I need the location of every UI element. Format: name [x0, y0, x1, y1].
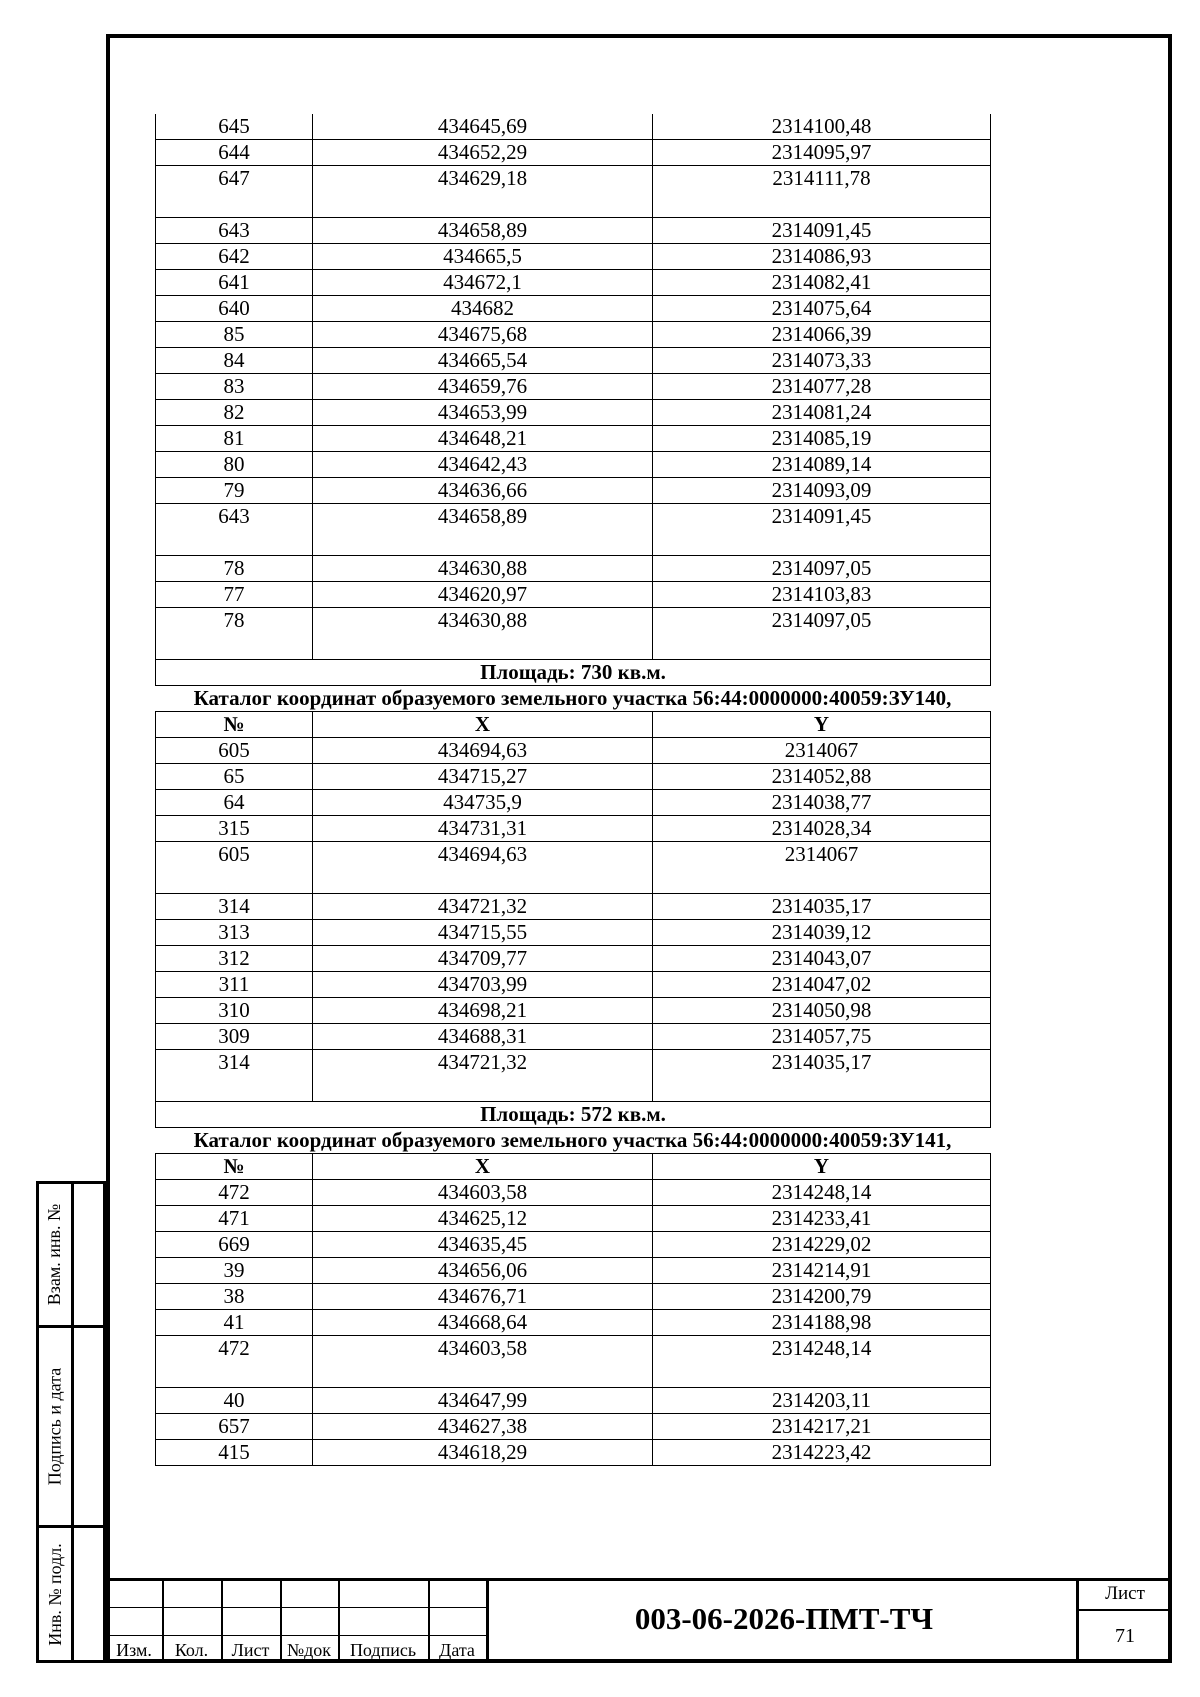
area-row — [156, 1102, 991, 1128]
table-row — [156, 244, 991, 270]
x-coord-cell: 434635,45 — [313, 1232, 653, 1258]
point-number-cell: 312 — [156, 946, 313, 972]
table-row — [156, 140, 991, 166]
point-number-cell: 641 — [156, 270, 313, 296]
col-label-doc-number: №док — [286, 1640, 332, 1660]
point-number-cell: 605 — [156, 738, 313, 764]
table-row — [156, 998, 991, 1024]
y-coord-cell: 2314028,34 — [653, 816, 991, 842]
coords-table-continued — [155, 114, 991, 686]
point-number-cell: 39 — [156, 1258, 313, 1284]
catalog-title-zu140: Каталог координат образуемого земельного участка 56:44:0000000:40059:ЗУ140, — [193, 686, 952, 710]
point-number-cell: 315 — [156, 816, 313, 842]
x-coord-cell: 434620,97 — [313, 582, 653, 608]
x-coord-cell: 434675,68 — [313, 322, 653, 348]
point-number-cell: 78 — [156, 608, 313, 660]
y-coord-cell: 2314229,02 — [653, 1232, 991, 1258]
table-row — [156, 322, 991, 348]
x-coord-cell: 434665,54 — [313, 348, 653, 374]
x-coord-cell: 434653,99 — [313, 400, 653, 426]
point-number-cell: 313 — [156, 920, 313, 946]
col-label-change: Изм. — [116, 1640, 152, 1660]
y-coord-cell: 2314214,91 — [653, 1258, 991, 1284]
y-coord-cell: 2314038,77 — [653, 790, 991, 816]
point-number-cell: 472 — [156, 1180, 313, 1206]
y-coord-cell: 2314095,97 — [653, 140, 991, 166]
x-coord-cell: 434665,5 — [313, 244, 653, 270]
point-number-cell: 471 — [156, 1206, 313, 1232]
sheet-label: Лист — [1105, 1583, 1145, 1604]
table-row — [156, 920, 991, 946]
col-label-sheet: Лист — [231, 1640, 270, 1660]
x-coord-cell: 434735,9 — [313, 790, 653, 816]
y-coord-cell: 2314097,05 — [653, 608, 991, 660]
x-coord-cell: 434694,63 — [313, 738, 653, 764]
point-number-cell: 79 — [156, 478, 313, 504]
table-row — [156, 374, 991, 400]
point-number-cell: 657 — [156, 1414, 313, 1440]
area-row — [156, 660, 991, 686]
y-coord-cell: 2314057,75 — [653, 1024, 991, 1050]
label-original-inv: Инв. № подл. — [44, 1542, 65, 1646]
label-replacement-inv: Взам. инв. № — [44, 1203, 65, 1306]
col-label-count: Кол. — [174, 1640, 209, 1660]
y-coord-cell: 2314248,14 — [653, 1336, 991, 1388]
table-row — [156, 1336, 991, 1388]
x-coord-cell: 434731,31 — [313, 816, 653, 842]
y-coord-cell: 2314047,02 — [653, 972, 991, 998]
table-row — [156, 1206, 991, 1232]
point-number-cell: 40 — [156, 1388, 313, 1414]
point-number-cell: 643 — [156, 218, 313, 244]
header-number: № — [156, 712, 313, 738]
x-coord-cell: 434618,29 — [313, 1440, 653, 1466]
point-number-cell: 78 — [156, 556, 313, 582]
point-number-cell: 41 — [156, 1310, 313, 1336]
table-row — [156, 426, 991, 452]
table-row — [156, 1258, 991, 1284]
table-row — [156, 738, 991, 764]
point-number-cell: 85 — [156, 322, 313, 348]
x-coord-cell: 434636,66 — [313, 478, 653, 504]
point-number-cell: 64 — [156, 790, 313, 816]
table-row — [156, 478, 991, 504]
x-coord-cell: 434682 — [313, 296, 653, 322]
sheet-box — [1078, 1581, 1172, 1663]
x-coord-cell: 434603,58 — [313, 1336, 653, 1388]
y-coord-cell: 2314039,12 — [653, 920, 991, 946]
x-coord-cell: 434721,32 — [313, 1050, 653, 1102]
point-number-cell: 642 — [156, 244, 313, 270]
x-coord-cell: 434672,1 — [313, 270, 653, 296]
header-x: X — [313, 1154, 653, 1180]
header-row — [156, 1154, 991, 1180]
y-coord-cell: 2314100,48 — [653, 114, 991, 140]
table-row — [156, 296, 991, 322]
x-coord-cell: 434625,12 — [313, 1206, 653, 1232]
x-coord-cell: 434659,76 — [313, 374, 653, 400]
point-number-cell: 647 — [156, 166, 313, 218]
point-number-cell: 314 — [156, 894, 313, 920]
point-number-cell: 81 — [156, 426, 313, 452]
point-number-cell: 80 — [156, 452, 313, 478]
x-coord-cell: 434676,71 — [313, 1284, 653, 1310]
x-coord-cell: 434645,69 — [313, 114, 653, 140]
y-coord-cell: 2314052,88 — [653, 764, 991, 790]
x-coord-cell: 434630,88 — [313, 608, 653, 660]
y-coord-cell: 2314077,28 — [653, 374, 991, 400]
table-row — [156, 114, 991, 140]
y-coord-cell: 2314082,41 — [653, 270, 991, 296]
point-number-cell: 309 — [156, 1024, 313, 1050]
x-coord-cell: 434648,21 — [313, 426, 653, 452]
header-y: Y — [653, 712, 991, 738]
y-coord-cell: 2314217,21 — [653, 1414, 991, 1440]
stamp-cell-replacement-inv — [39, 1184, 103, 1328]
table-row — [156, 218, 991, 244]
table-row — [156, 556, 991, 582]
x-coord-cell: 434603,58 — [313, 1180, 653, 1206]
table-row — [156, 790, 991, 816]
x-coord-cell: 434715,27 — [313, 764, 653, 790]
catalog-title-zu141: Каталог координат образуемого земельного участка 56:44:0000000:40059:ЗУ141, — [193, 1128, 952, 1152]
y-coord-cell: 2314093,09 — [653, 478, 991, 504]
y-coord-cell: 2314086,93 — [653, 244, 991, 270]
x-coord-cell: 434698,21 — [313, 998, 653, 1024]
y-coord-cell: 2314067 — [653, 842, 991, 894]
x-coord-cell: 434668,64 — [313, 1310, 653, 1336]
point-number-cell: 605 — [156, 842, 313, 894]
x-coord-cell: 434694,63 — [313, 842, 653, 894]
x-coord-cell: 434709,77 — [313, 946, 653, 972]
header-y: Y — [653, 1154, 991, 1180]
table-row — [156, 816, 991, 842]
title-divider — [486, 1581, 489, 1663]
point-number-cell: 472 — [156, 1336, 313, 1388]
stamp-cell-signature-date — [39, 1328, 103, 1528]
x-coord-cell: 434721,32 — [313, 894, 653, 920]
point-number-cell: 640 — [156, 296, 313, 322]
area-value: Площадь: 730 кв.м. — [156, 660, 991, 686]
point-number-cell: 65 — [156, 764, 313, 790]
document-code: 003-06-2026-ПМТ-ТЧ — [634, 1601, 934, 1636]
y-coord-cell: 2314188,98 — [653, 1310, 991, 1336]
x-coord-cell: 434630,88 — [313, 556, 653, 582]
x-coord-cell: 434627,38 — [313, 1414, 653, 1440]
y-coord-cell: 2314089,14 — [653, 452, 991, 478]
sheet-number: 71 — [1115, 1625, 1135, 1647]
y-coord-cell: 2314085,19 — [653, 426, 991, 452]
table-row — [156, 1024, 991, 1050]
x-coord-cell: 434658,89 — [313, 218, 653, 244]
y-coord-cell: 2314103,83 — [653, 582, 991, 608]
x-coord-cell: 434647,99 — [313, 1388, 653, 1414]
y-coord-cell: 2314248,14 — [653, 1180, 991, 1206]
table-row — [156, 400, 991, 426]
table-row — [156, 1440, 991, 1466]
y-coord-cell: 2314075,64 — [653, 296, 991, 322]
area-value: Площадь: 572 кв.м. — [156, 1102, 991, 1128]
x-coord-cell: 434642,43 — [313, 452, 653, 478]
table-row — [156, 166, 991, 218]
table-row — [156, 1232, 991, 1258]
table-row — [156, 1050, 991, 1102]
y-coord-cell: 2314067 — [653, 738, 991, 764]
side-stamp-strip — [36, 1181, 106, 1663]
table-row — [156, 946, 991, 972]
table-row — [156, 1284, 991, 1310]
stamp-cell-original-inv — [39, 1528, 103, 1660]
y-coord-cell: 2314097,05 — [653, 556, 991, 582]
point-number-cell: 38 — [156, 1284, 313, 1310]
y-coord-cell: 2314050,98 — [653, 998, 991, 1024]
table-row — [156, 764, 991, 790]
y-coord-cell: 2314091,45 — [653, 218, 991, 244]
table-row — [156, 842, 991, 894]
table-row — [156, 582, 991, 608]
col-label-signature: Подпись — [349, 1640, 417, 1660]
y-coord-cell: 2314073,33 — [653, 348, 991, 374]
point-number-cell: 644 — [156, 140, 313, 166]
x-coord-cell: 434656,06 — [313, 1258, 653, 1284]
point-number-cell: 645 — [156, 114, 313, 140]
x-coord-cell: 434688,31 — [313, 1024, 653, 1050]
x-coord-cell: 434703,99 — [313, 972, 653, 998]
point-number-cell: 415 — [156, 1440, 313, 1466]
table-row — [156, 1414, 991, 1440]
coords-table-zu141 — [155, 1153, 991, 1466]
x-coord-cell: 434715,55 — [313, 920, 653, 946]
table-row — [156, 504, 991, 556]
y-coord-cell: 2314035,17 — [653, 894, 991, 920]
point-number-cell: 84 — [156, 348, 313, 374]
y-coord-cell: 2314043,07 — [653, 946, 991, 972]
point-number-cell: 83 — [156, 374, 313, 400]
point-number-cell: 82 — [156, 400, 313, 426]
table-row — [156, 1180, 991, 1206]
label-signature-date: Подпись и дата — [44, 1367, 65, 1486]
table-row — [156, 894, 991, 920]
y-coord-cell: 2314066,39 — [653, 322, 991, 348]
table-row — [156, 348, 991, 374]
col-label-date: Дата — [439, 1640, 475, 1660]
point-number-cell: 314 — [156, 1050, 313, 1102]
y-coord-cell: 2314035,17 — [653, 1050, 991, 1102]
table-row — [156, 1388, 991, 1414]
y-coord-cell: 2314203,11 — [653, 1388, 991, 1414]
table-row — [156, 270, 991, 296]
y-coord-cell: 2314091,45 — [653, 504, 991, 556]
coords-table-zu140 — [155, 711, 991, 1128]
y-coord-cell: 2314200,79 — [653, 1284, 991, 1310]
header-x: X — [313, 712, 653, 738]
x-coord-cell: 434658,89 — [313, 504, 653, 556]
y-coord-cell: 2314223,42 — [653, 1440, 991, 1466]
x-coord-cell: 434629,18 — [313, 166, 653, 218]
point-number-cell: 311 — [156, 972, 313, 998]
y-coord-cell: 2314081,24 — [653, 400, 991, 426]
x-coord-cell: 434652,29 — [313, 140, 653, 166]
point-number-cell: 77 — [156, 582, 313, 608]
point-number-cell: 669 — [156, 1232, 313, 1258]
header-number: № — [156, 1154, 313, 1180]
document-content — [155, 114, 990, 1466]
point-number-cell: 643 — [156, 504, 313, 556]
y-coord-cell: 2314233,41 — [653, 1206, 991, 1232]
header-row — [156, 712, 991, 738]
revision-grid — [106, 1581, 486, 1663]
title-block — [106, 1578, 1172, 1663]
table-row — [156, 452, 991, 478]
y-coord-cell: 2314111,78 — [653, 166, 991, 218]
table-row — [156, 608, 991, 660]
table-row — [156, 972, 991, 998]
table-row — [156, 1310, 991, 1336]
point-number-cell: 310 — [156, 998, 313, 1024]
